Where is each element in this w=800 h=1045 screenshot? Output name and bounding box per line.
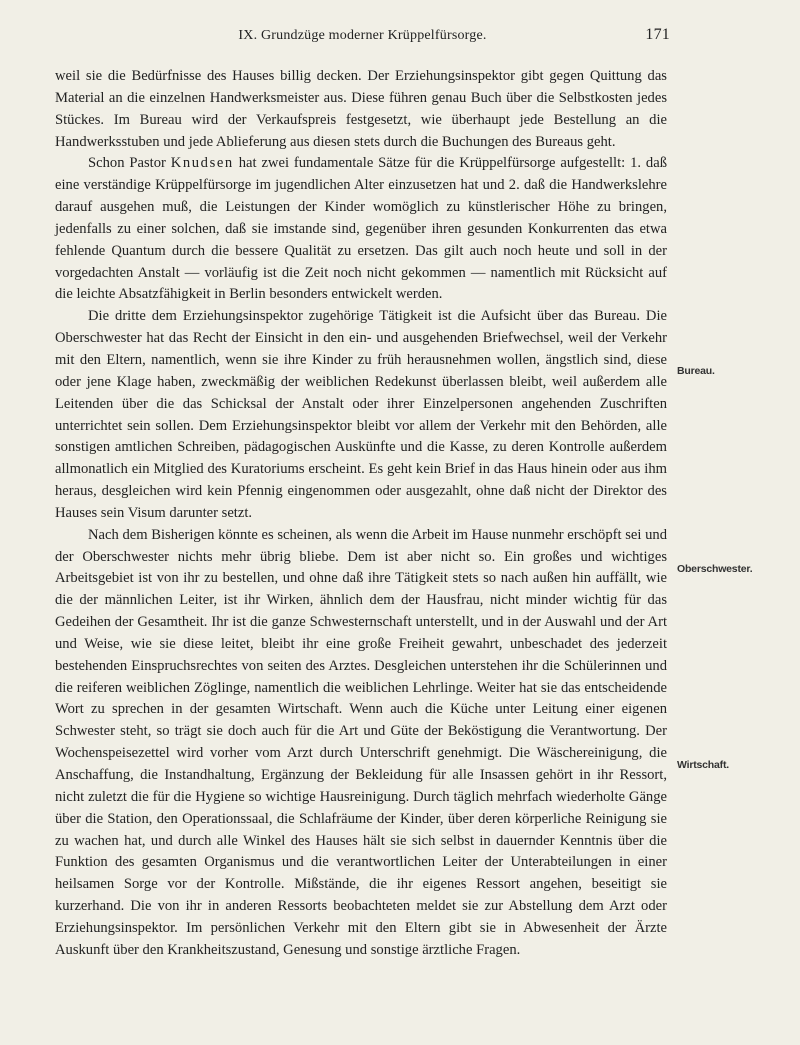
paragraph-3: Die dritte dem Erziehungsinspektor zugehörige Tätigkeit ist die Aufsicht über das Bureau. Die Oberschwester hat das Recht der Einsicht in den ein- und ausgehenden Briefwechsel, weil der Verkehr mit den Eltern, namentlich, wenn sie ihre Kinder zu früh herausnehmen wollen, ängstlich sind, diese oder jene Klage haben, zweckmäßig der weiblichen Redekunst überlassen bleibt, weil außerdem alle Leitenden über die das Schicksal der Anstalt oder ihrer Einzelpersonen angehenden Zuschriften unterrichtet sein sollen. Dem Erziehungsinspektor bleibt vor allem der Verkehr mit den Behörden, alle sonstigen amtlichen Schreiben, pädagogischen Auskünfte und die Kasse, zu deren Kontrolle außerdem allmonatlich ein Mitglied des Kuratoriums erscheint. Es geht kein Brief in das Haus hinein oder aus ihm heraus, desgleichen wird kein Pfennig eingenommen oder ausgezahlt, ohne daß nicht der Direktor des Hauses sein Visum darunter setzt.	[55, 308, 667, 521]
page-number: 171	[645, 26, 670, 43]
running-title: IX. Grundzüge moderner Krüppelfürsorge.	[238, 28, 487, 43]
person-name-knudsen: Knudsen	[170, 155, 234, 172]
paragraph-2-start: Schon Pastor	[88, 155, 171, 172]
paragraph-2-rest: hat zwei fundamentale Sätze für die Krüppelfürsorge aufgestellt: 1. daß eine verständige Krüppelfürsorge im jugendlichen Alter einzusetzen hat und 2. daß die Handwerkslehre darauf ausgehen muß, die Leistungen der Kinder womöglich zu künstlerischer Höhe zu bringen, jedenfalls zu einer solchen, daß sie imstande sind, gegenüber ihren gesunden Konkurrenten das etwa fehlende Quantum durch die bessere Qualität zu ersetzen. Das gilt auch noch heute und soll in der vorgedachten Anstalt — vorläufig ist die Zeit noch nicht gekommen — namentlich mit Rücksicht auf die leichte Absatzfähigkeit in Berlin besonders entwickelt werden.	[55, 155, 667, 303]
paragraph-1: weil sie die Bedürfnisse des Hauses billig decken. Der Erziehungsinspektor gibt gegen Quittung das Material an die einzelnen Handwerksmeister aus. Diese führen genau Buch über die Selbstkosten jedes Stückes. Im Bureau wird der Verkaufspreis festgesetzt, wie überhaupt jede Bestellung an die Handwerksstuben und jede Ablieferung aus diesen stets durch die Buchungen des Bureaus geht.	[55, 68, 667, 150]
body-text	[55, 66, 667, 962]
margin-note-oberschwester: Oberschwester.	[677, 563, 753, 575]
paragraph-2	[55, 153, 667, 306]
margin-note-wirtschaft: Wirtschaft.	[677, 759, 729, 771]
margin-note-bureau: Bureau.	[677, 365, 715, 377]
paragraph-4: Nach dem Bisherigen könnte es scheinen, als wenn die Arbeit im Hause nunmehr erschöpft sei und der Oberschwester nichts mehr übrig bliebe. Dem ist aber nicht so. Ein großes und wichtiges Arbeitsgebiet ist von ihr zu bestellen, und ohne daß ihre Tätigkeit stets so nach außen hin auffällt, wie die der männlichen Leiter, ist ihr Wirken, ähnlich dem der Hausfrau, nicht minder wichtig für das Gedeihen der Gesamtheit. Ihr ist die ganze Schwesternschaft unterstellt, und in der Auswahl und der Art und Weise, wie sie diese leitet, bleibt ihr eine große Freiheit gewahrt, unbeschadet des jederzeit bestehenden Einspruchsrechtes von seiten des Arztes. Desgleichen unterstehen ihr die Schülerinnen und die reiferen weiblichen Zöglinge, namentlich die weiblichen Lehrlinge. Weiter hat sie das entscheidende Wort zu sprechen in der gesamten Wirtschaft. Wenn auch die Küche unter Leitung einer eigenen Schwester steht, so trägt sie doch auch für die Art und Güte der Beköstigung die Verantwortung. Der Wochenspeisezettel wird vorher vom Arzt durch Unterschrift genehmigt. Die Wäschereinigung, die Anschaffung, die Instandhaltung, Ergänzung der Bekleidung für alle Insassen gehört in ihr Ressort, nicht zuletzt die für die Hygiene so wichtige Hausreinigung. Durch täglich mehrfach wiederholte Gänge über die Station, den Operationssaal, die Schlafräume der Kinder, über deren körperliche Reinigung sie zu wachen hat, und durch alle Winkel des Hauses hält sie sich selbst in dauernder Kenntnis über die Funktion des gesamten Organismus und die verantwortlichen Leiter der Unterabteilungen in einer heilsamen Sorge vor der Kontrolle. Mißstände, die ihr eigenes Ressort angehen, beseitigt sie kurzerhand. Die von ihr in anderen Ressorts beobachteten meldet sie zur Abstellung dem Arzt oder Erziehungsinspektor. Im persönlichen Verkehr mit den Eltern gibt sie in Abwesenheit der Ärzte Auskunft über den Krankheitszustand, Genesung und sonstige ärztliche Fragen.	[55, 526, 667, 958]
